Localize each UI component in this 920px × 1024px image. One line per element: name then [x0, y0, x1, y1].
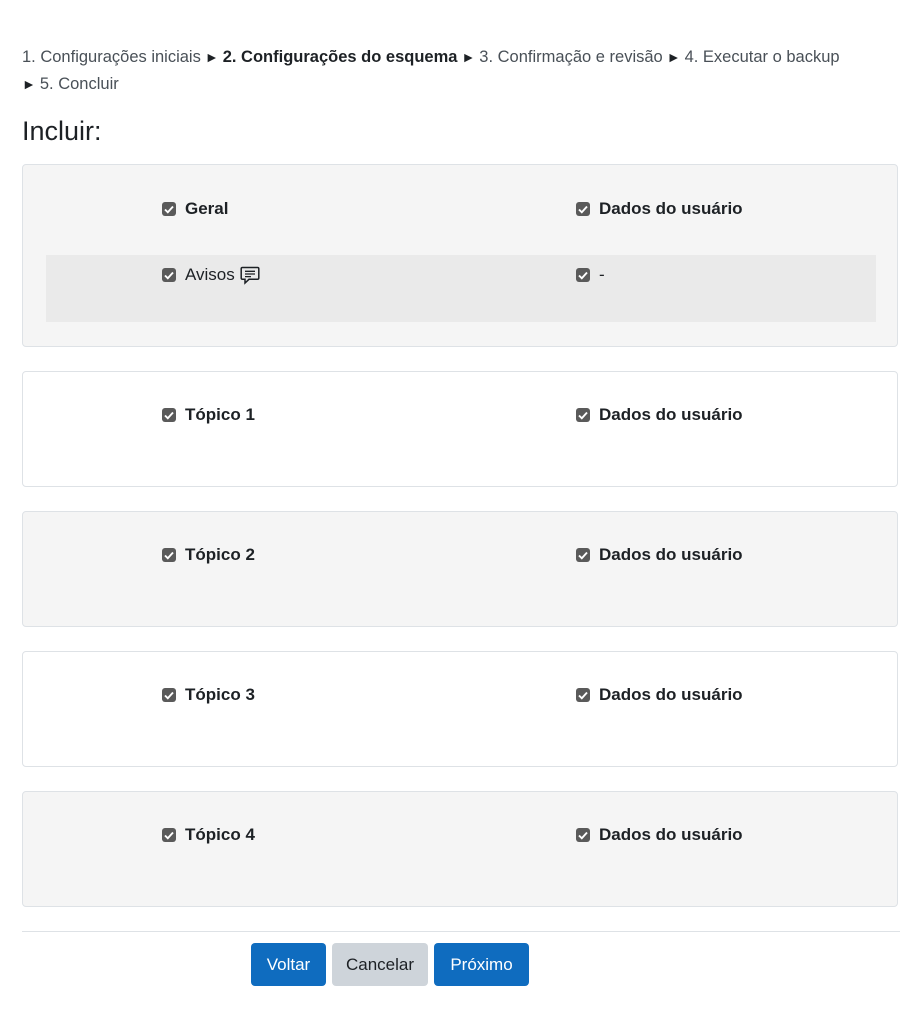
userdata-label: Dados do usuário	[599, 685, 743, 704]
userdata-label: Dados do usuário	[599, 545, 743, 564]
section-userdata-checkbox[interactable]	[576, 194, 743, 224]
userdata-label: Dados do usuário	[599, 825, 743, 844]
checkbox-checked-icon[interactable]	[576, 268, 590, 282]
section-header-row	[23, 194, 897, 224]
cancel-button[interactable]: Cancelar	[332, 943, 428, 986]
breadcrumb-separator: ►	[666, 49, 681, 65]
checkbox-checked-icon[interactable]	[576, 548, 590, 562]
section-include-checkbox[interactable]	[162, 400, 255, 430]
userdata-label: Dados do usuário	[599, 199, 743, 218]
breadcrumb-step-complete: 5. Concluir	[39, 75, 119, 93]
checkbox-checked-icon[interactable]	[162, 408, 176, 422]
section-userdata-checkbox[interactable]	[576, 820, 743, 850]
activity-userdata-checkbox[interactable]	[576, 260, 605, 290]
back-button[interactable]: Voltar	[251, 943, 326, 986]
activity-row	[46, 255, 876, 322]
next-button[interactable]: Próximo	[434, 943, 529, 986]
checkbox-checked-icon[interactable]	[162, 548, 176, 562]
breadcrumb-step-schema-settings: 2. Configurações do esquema	[222, 48, 458, 66]
form-divider	[22, 931, 900, 932]
section-header-row	[23, 400, 897, 430]
activity-label: Avisos	[185, 265, 235, 284]
checkbox-checked-icon[interactable]	[576, 688, 590, 702]
activity-userdata-label: -	[599, 265, 605, 284]
breadcrumb-separator: ►	[22, 76, 36, 92]
section-include-checkbox[interactable]	[162, 820, 255, 850]
section-label: Tópico 4	[185, 825, 255, 844]
section-include-checkbox[interactable]	[162, 194, 228, 224]
checkbox-checked-icon[interactable]	[162, 202, 176, 216]
section-topic-1	[22, 371, 898, 487]
checkbox-checked-icon[interactable]	[162, 268, 176, 282]
checkbox-checked-icon[interactable]	[162, 828, 176, 842]
section-userdata-checkbox[interactable]	[576, 400, 743, 430]
breadcrumb-separator: ►	[461, 49, 476, 65]
section-userdata-checkbox[interactable]	[576, 540, 743, 570]
section-include-checkbox[interactable]	[162, 680, 255, 710]
checkbox-checked-icon[interactable]	[162, 688, 176, 702]
section-topic-4	[22, 791, 898, 907]
section-topic-2	[22, 511, 898, 627]
section-include-checkbox[interactable]	[162, 540, 255, 570]
userdata-label: Dados do usuário	[599, 405, 743, 424]
section-label: Geral	[185, 199, 229, 218]
breadcrumb-step-confirmation: 3. Confirmação e revisão	[479, 48, 663, 66]
section-label: Tópico 3	[185, 685, 255, 704]
section-userdata-checkbox[interactable]	[576, 680, 743, 710]
checkbox-checked-icon[interactable]	[576, 408, 590, 422]
backup-stage-breadcrumb	[22, 44, 902, 98]
section-topic-3	[22, 651, 898, 767]
breadcrumb-step-perform-backup: 4. Executar o backup	[684, 48, 840, 66]
section-header-row	[23, 680, 897, 710]
breadcrumb-step-initial-settings: 1. Configurações iniciais	[22, 48, 201, 66]
activity-include-checkbox[interactable]	[162, 260, 260, 290]
section-label: Tópico 2	[185, 545, 255, 564]
section-header-row	[23, 820, 897, 850]
checkbox-checked-icon[interactable]	[576, 202, 590, 216]
include-heading: Incluir:	[22, 116, 102, 146]
breadcrumb-separator: ►	[204, 49, 219, 65]
section-header-row	[23, 540, 897, 570]
section-general	[22, 164, 898, 347]
checkbox-checked-icon[interactable]	[576, 828, 590, 842]
forum-icon	[240, 266, 260, 285]
section-label: Tópico 1	[185, 405, 255, 424]
